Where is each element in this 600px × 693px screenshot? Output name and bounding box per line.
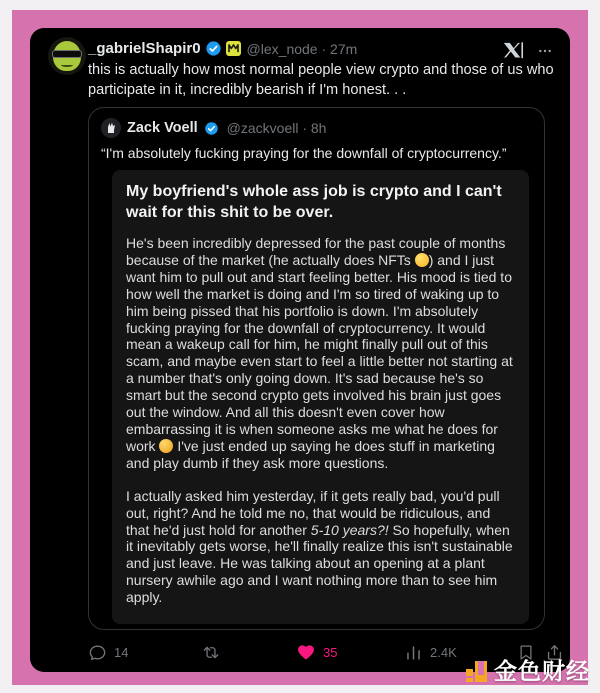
confounded-face-emoji [159, 439, 173, 453]
avatar-sunglasses [52, 50, 82, 58]
reply-count: 14 [114, 645, 129, 660]
like-button[interactable] [296, 643, 337, 662]
jinse-logo-icon [464, 659, 489, 684]
repost-button[interactable] [201, 643, 228, 662]
tweet-card [30, 28, 570, 672]
reply-button[interactable] [88, 643, 128, 662]
heart-icon [296, 643, 316, 662]
quote-author-name[interactable]: Zack Voell [127, 120, 198, 136]
author-name[interactable]: _gabrielShapir0 [88, 40, 201, 57]
jinse-finance-watermark [464, 658, 590, 684]
embedded-post-image[interactable] [112, 170, 529, 624]
upside-down-face-emoji [415, 253, 429, 267]
affiliate-badge-icon[interactable] [226, 41, 241, 56]
avatar-mouth [61, 63, 73, 67]
analytics-icon [404, 643, 423, 662]
views-button[interactable] [404, 643, 457, 662]
x-logo-icon[interactable] [503, 42, 524, 60]
post-body [126, 235, 515, 606]
verified-badge-icon [205, 40, 222, 57]
avatar[interactable] [48, 37, 86, 75]
quote-avatar-hand-icon [104, 121, 118, 135]
author-row [88, 40, 357, 57]
reply-icon [88, 643, 107, 662]
header-actions [503, 42, 554, 60]
jinse-watermark-text: 金色财经 [494, 658, 590, 684]
more-icon[interactable] [536, 43, 554, 59]
like-count: 35 [323, 645, 338, 660]
quote-text: “I'm absolutely fucking praying for the downfall of cryptocurrency.” [101, 145, 507, 161]
tweet-text: this is actually how most normal people view crypto and those of us who participate in it, incredibly bearish if I'm honest. . . [88, 62, 554, 98]
quoted-tweet-card[interactable] [88, 107, 545, 630]
quote-author-row [101, 118, 326, 138]
post-title: My boyfriend's whole ass job is crypto and I can't wait for this shit to be over. [126, 183, 502, 221]
repost-icon [201, 643, 221, 662]
quote-avatar[interactable] [101, 118, 121, 138]
quote-verified-badge-icon [204, 121, 219, 136]
quote-author-handle-time: @zackvoell · 8h [226, 120, 327, 136]
views-count: 2.4K [430, 645, 457, 660]
post-italic-text: 5-10 years?! [310, 521, 389, 538]
post-paragraph-2: I actually asked him yesterday, if it gets really bad, you'd pull out, right? And he told me no, that would be ridiculous, and that he'd just hold for another 5-10 years?! So hopefully, when it inevitably gets worse, he'll finally realize this isn't sustainable and just leave. He was talking about an opening at a plant nursery awhile ago and I want nothing more than to see him apply. [126, 487, 513, 606]
post-paragraph-1: He's been incredibly depressed for the past couple of months because of the market (he actually does NFTs ) and I just want him to pull out and start feeling better. His mood is tied to how well the market is doing and I'm so tired of waking up to him being pissed that his portfolio is down. I'm absolutely fucking praying for the downfall of cryptocurrency. It would mean a wakeup call for him, he might finally pull out of this scam, and maybe even start to feel a little better not starting at a number that's only going down. It's sad because he's so smart but the second crypto gets involved his brain just goes out the window. And all this doesn't even cover how embarrassing it is when someone asks me what he does for work I've just ended up saying he does stuff in marketing and play dumb if they ask more questions. [126, 235, 513, 471]
author-handle-time[interactable]: @lex_node · 27m [246, 40, 358, 57]
